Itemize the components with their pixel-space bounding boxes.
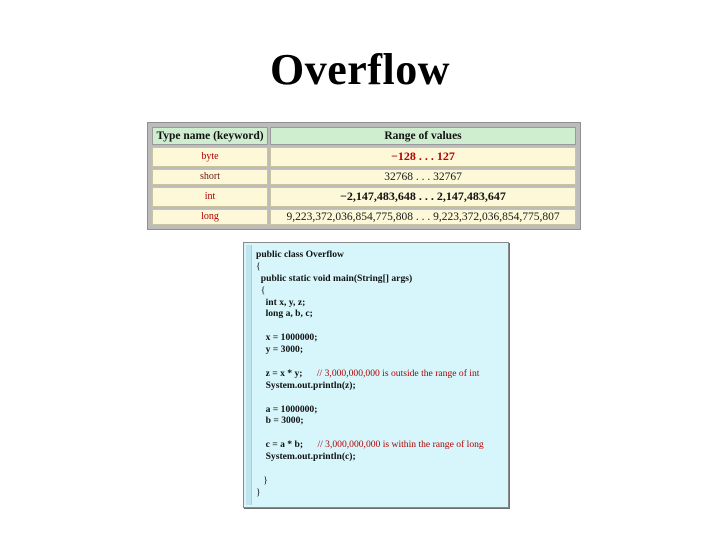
- code-line: z = x * y;: [265, 367, 303, 379]
- code-line: a = 1000000;: [265, 403, 318, 415]
- code-line: long a, b, c;: [265, 308, 313, 320]
- code-line: }: [256, 486, 261, 498]
- type-name-cell: int: [152, 187, 268, 207]
- code-listing-panel: [243, 242, 509, 508]
- code-line: public class Overflow: [256, 249, 344, 260]
- column-header-type: Type name (keyword): [152, 127, 268, 145]
- type-name-cell: short: [152, 169, 268, 185]
- table-row: [152, 209, 576, 225]
- range-table: [147, 122, 581, 230]
- code-line: b = 3000;: [265, 415, 304, 427]
- code-line: c = a * b;: [265, 439, 304, 451]
- code-panel-edge: [246, 245, 252, 505]
- range-table-grid: [150, 125, 578, 227]
- code-line: System.out.println(c);: [265, 451, 356, 463]
- table-header-row: [152, 127, 576, 145]
- code-listing: [256, 249, 484, 499]
- table-row: [152, 147, 576, 167]
- type-name-cell: byte: [152, 147, 268, 167]
- page-title: Overflow: [270, 45, 450, 94]
- type-name-cell: long: [152, 209, 268, 225]
- code-line: public static void main(String[] args): [260, 272, 413, 284]
- code-line: System.out.println(z);: [265, 379, 356, 391]
- range-cell: −128 . . . 127: [270, 147, 576, 167]
- code-comment: // 3,000,000,000 is within the range of long: [317, 439, 484, 451]
- range-cell: 9,223,372,036,854,775,808 . . . 9,223,372,036,854,775,807: [270, 209, 576, 225]
- column-header-range: Range of values: [270, 127, 576, 145]
- code-line: y = 3000;: [265, 344, 304, 356]
- code-line: x = 1000000;: [265, 332, 318, 344]
- code-comment: // 3,000,000,000 is outside the range of int: [316, 367, 480, 379]
- table-row: [152, 187, 576, 207]
- code-line: {: [256, 260, 261, 272]
- code-line: {: [260, 284, 266, 296]
- code-line: int x, y, z;: [265, 296, 306, 308]
- range-cell: 32768 . . . 32767: [270, 169, 576, 185]
- table-row: [152, 169, 576, 185]
- range-cell: −2,147,483,648 . . . 2,147,483,647: [270, 187, 576, 207]
- code-line: }: [263, 474, 268, 486]
